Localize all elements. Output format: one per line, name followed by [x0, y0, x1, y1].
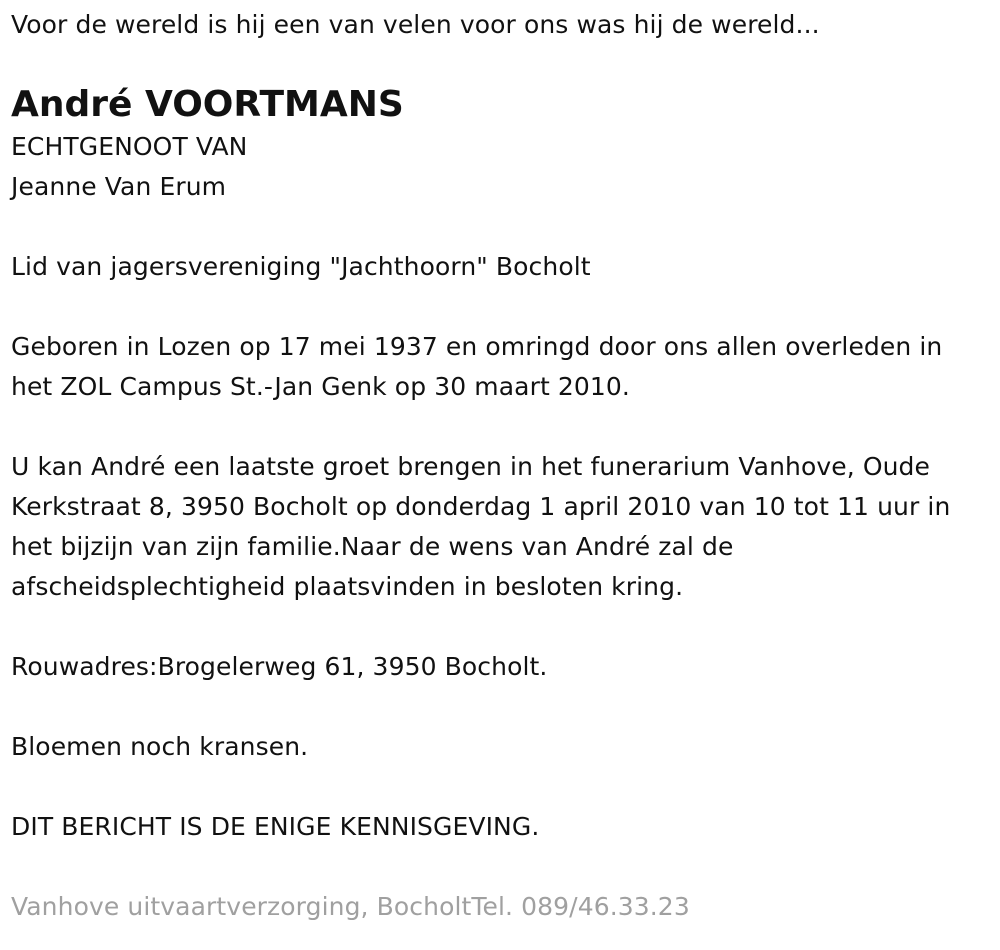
paragraph-line: het ZOL Campus St.-Jan Genk op 30 maart 2010.: [11, 372, 630, 401]
birth-death-paragraph: [11, 327, 991, 407]
paragraph-line: Kerkstraat 8, 3950 Bocholt op donderdag 1 april 2010 van 10 tot 11 uur in: [11, 492, 951, 521]
paragraph-line: U kan André een laatste groet brengen in het funerarium Vanhove, Oude: [11, 452, 931, 481]
membership: Lid van jagersvereniging "Jachthoorn" Bocholt: [11, 252, 591, 281]
paragraph-line: afscheidsplechtigheid plaatsvinden in besloten kring.: [11, 572, 684, 601]
motto: Voor de wereld is hij een van velen voor ons was hij de wereld...: [11, 10, 820, 39]
flowers-note: Bloemen noch kransen.: [11, 732, 309, 761]
spacer: [11, 847, 991, 887]
spacer: [11, 287, 991, 327]
spacer: [11, 407, 991, 447]
visitation-paragraph: [11, 447, 991, 607]
spouse-name: Jeanne Van Erum: [11, 172, 227, 201]
notice-statement: DIT BERICHT IS DE ENIGE KENNISGEVING.: [11, 812, 540, 841]
spacer: [11, 207, 991, 247]
spacer: [11, 607, 991, 647]
mourning-address: Rouwadres:Brogelerweg 61, 3950 Bocholt.: [11, 652, 548, 681]
spacer: [11, 687, 991, 727]
obituary-notice: [11, 0, 991, 927]
paragraph-line: Geboren in Lozen op 17 mei 1937 en omringd door ons allen overleden in: [11, 332, 943, 361]
funeral-home-footer: Vanhove uitvaartverzorging, BocholtTel. 089/46.33.23: [11, 892, 690, 921]
deceased-name: André VOORTMANS: [11, 84, 404, 125]
paragraph-line: het bijzijn van zijn familie.Naar de wens van André zal de: [11, 532, 734, 561]
relation-label: ECHTGENOOT VAN: [11, 132, 248, 161]
spacer: [11, 767, 991, 807]
